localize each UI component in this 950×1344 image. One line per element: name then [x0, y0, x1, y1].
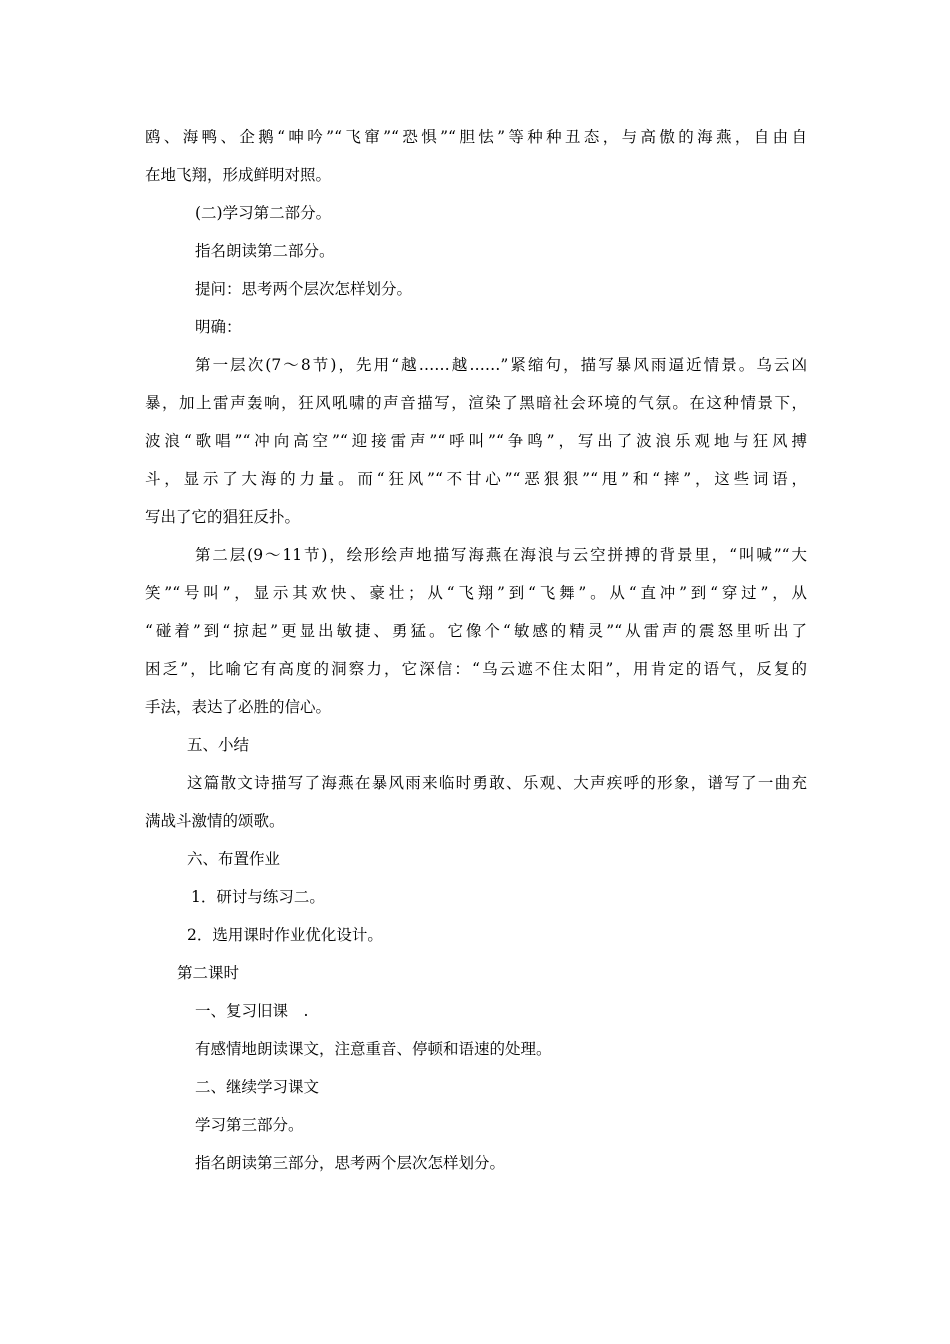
text-line: 在地飞翔，形成鲜明对照。	[145, 166, 332, 184]
text-line: 学习第三部分。	[195, 1116, 304, 1134]
text-line: 第二层(9～11节)，绘形绘声地描写海燕在海浪与云空拼搏的背景里，“叫喊”“大	[195, 546, 807, 564]
text-line: 鸥、海鸭、企鹅“呻吟”“飞窜”“恐惧”“胆怯”等种种丑态，与高傲的海燕，自由自	[145, 128, 807, 146]
text-line: 六、布置作业	[187, 850, 281, 868]
text-line: 指名朗读第二部分。	[195, 242, 335, 260]
text-line: 暴，加上雷声轰响，狂风吼啸的声音描写，渲染了黑暗社会环境的气氛。在这种情景下，	[145, 394, 807, 412]
text-line: 手法，表达了必胜的信心。	[145, 698, 332, 716]
text-line: 提问：思考两个层次怎样划分。	[195, 280, 413, 298]
text-line: (二)学习第二部分。	[195, 204, 332, 222]
text-line: 一、复习旧课 .	[195, 1002, 309, 1020]
text-line: 波浪“歌唱”“冲向高空”“迎接雷声”“呼叫”“争鸣”，写出了波浪乐观地与狂风搏	[145, 432, 807, 450]
text-line: 明确：	[195, 318, 242, 336]
text-line: 第二课时	[177, 964, 240, 982]
text-line: 这篇散文诗描写了海燕在暴风雨来临时勇敢、乐观、大声疾呼的形象，谱写了一曲充	[187, 774, 807, 792]
text-line: 第一层次(7～8节)，先用“越……越……”紧缩句，描写暴风雨逼近情景。乌云凶	[195, 356, 807, 374]
text-line: 笑”“号叫”，显示其欢快、豪壮；从“飞翔”到“飞舞”。从“直冲”到“穿过”，从	[145, 584, 807, 602]
text-line: 困乏”，比喻它有高度的洞察力，它深信：“乌云遮不住太阳”，用肯定的语气，反复的	[145, 660, 807, 678]
text-line: 写出了它的猖狂反扑。	[145, 508, 301, 526]
text-line: 1．研讨与练习二。	[191, 888, 325, 906]
text-line: 五、小结	[187, 736, 250, 754]
text-line: 斗，显示了大海的力量。而“狂风”“不甘心”“恶狠狠”“甩”和“摔”，这些词语，	[145, 470, 807, 488]
text-line: 满战斗激情的颂歌。	[145, 812, 285, 830]
text-line: 2．选用课时作业优化设计。	[187, 926, 383, 944]
text-line: 指名朗读第三部分，思考两个层次怎样划分。	[195, 1154, 506, 1172]
document-page	[145, 118, 807, 1182]
text-line: “碰着”到“掠起”更显出敏捷、勇猛。它像个“敏感的精灵”“从雷声的震怒里听出了	[145, 622, 807, 640]
text-line: 有感情地朗读课文，注意重音、停顿和语速的处理。	[195, 1040, 552, 1058]
text-line: 二、继续学习课文	[195, 1078, 320, 1096]
